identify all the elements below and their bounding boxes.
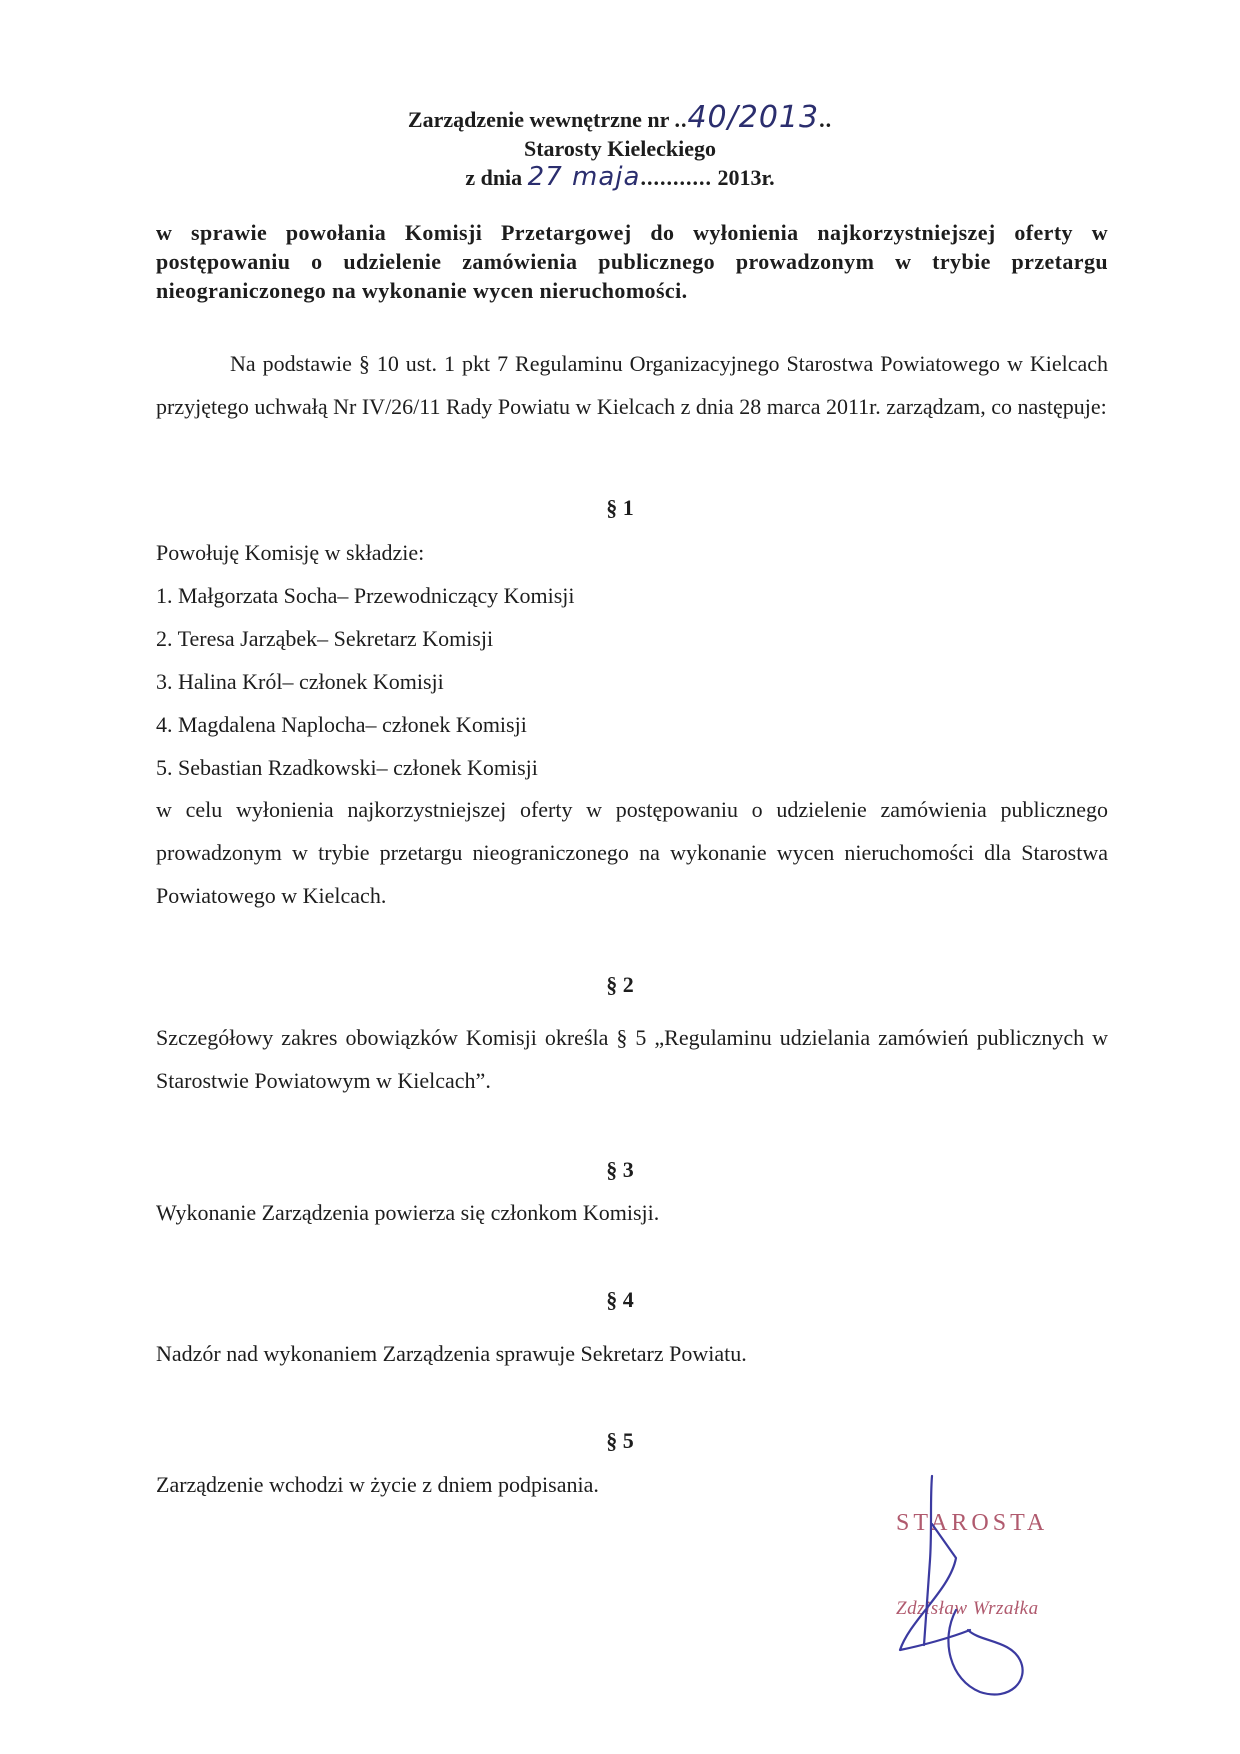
dots: ........... [640, 165, 712, 190]
section-5-text: Zarządzenie wchodzi w życie z dniem podpisania. [156, 1472, 599, 1497]
section-2-heading: § 2 [606, 972, 634, 997]
section-3-text: Wykonanie Zarządzenia powierza się członkom Komisji. [156, 1200, 660, 1225]
handwritten-date: 27 maja [527, 162, 641, 192]
section-4-text: Nadzór nad wykonaniem Zarządzenia sprawuje Sekretarz Powiatu. [156, 1341, 747, 1366]
section-1-heading: § 1 [606, 495, 634, 520]
member-item: 4. Magdalena Naplocha– członek Komisji [156, 712, 527, 737]
stamp-name: Zdzisław Wrzałka [896, 1598, 1039, 1619]
stamp-title: STAROSTA [896, 1510, 1049, 1536]
section-2-text: Szczegółowy zakres obowiązków Komisji określa § 5 „Regulaminu udzielania zamówień publicznych w Starostwie Powiatowym w Kielcach”. [156, 1025, 1108, 1093]
dots: .. [674, 107, 688, 132]
preamble: Na podstawie § 10 ust. 1 pkt 7 Regulaminu Organizacyjnego Starostwa Powiatowego w Kielcach przyjętego uchwałą Nr IV/26/11 Rady Powiatu w Kielcach z dnia 28 marca 2011r. zarządzam, co następuje: [156, 351, 1108, 419]
signature-block [880, 1470, 1180, 1720]
section-4-heading: § 4 [606, 1287, 634, 1312]
handwritten-number: 40/2013 [687, 100, 820, 135]
date-prefix: z dnia [465, 165, 523, 190]
issuer-line: Starosty Kieleckiego [523, 136, 717, 161]
member-item: 1. Małgorzata Socha– Przewodniczący Komisji [156, 583, 575, 608]
member-item: 3. Halina Król– członek Komisji [156, 669, 444, 694]
section-5-heading: § 5 [606, 1428, 634, 1453]
order-title-prefix: Zarządzenie wewnętrzne nr [407, 107, 669, 132]
handwritten-signature [880, 1470, 1180, 1720]
subject: w sprawie powołania Komisji Przetargowej do wyłonienia najkorzystniejszej oferty w postępowaniu o udzielenie zamówienia publicznego prowadzonym w trybie przetargu nieograniczonego na wykonanie wycen nieruchomości. [156, 220, 1108, 303]
section-1-intro: Powołuję Komisję w składzie: [156, 540, 425, 565]
dots: .. [819, 107, 833, 132]
section-3-heading: § 3 [606, 1157, 634, 1182]
order-title [0, 100, 1240, 135]
date-year: 2013r. [717, 165, 775, 190]
member-item: 5. Sebastian Rzadkowski– członek Komisji [156, 755, 538, 780]
member-item: 2. Teresa Jarząbek– Sekretarz Komisji [156, 626, 494, 651]
section-1-purpose: w celu wyłonienia najkorzystniejszej oferty w postępowaniu o udzielenie zamówienia publicznego prowadzonym w trybie przetargu nieograniczonego na wykonanie wycen nieruchomości dla Starostwa Powiatowego w Kielcach. [156, 797, 1108, 908]
date-line [0, 162, 1240, 192]
